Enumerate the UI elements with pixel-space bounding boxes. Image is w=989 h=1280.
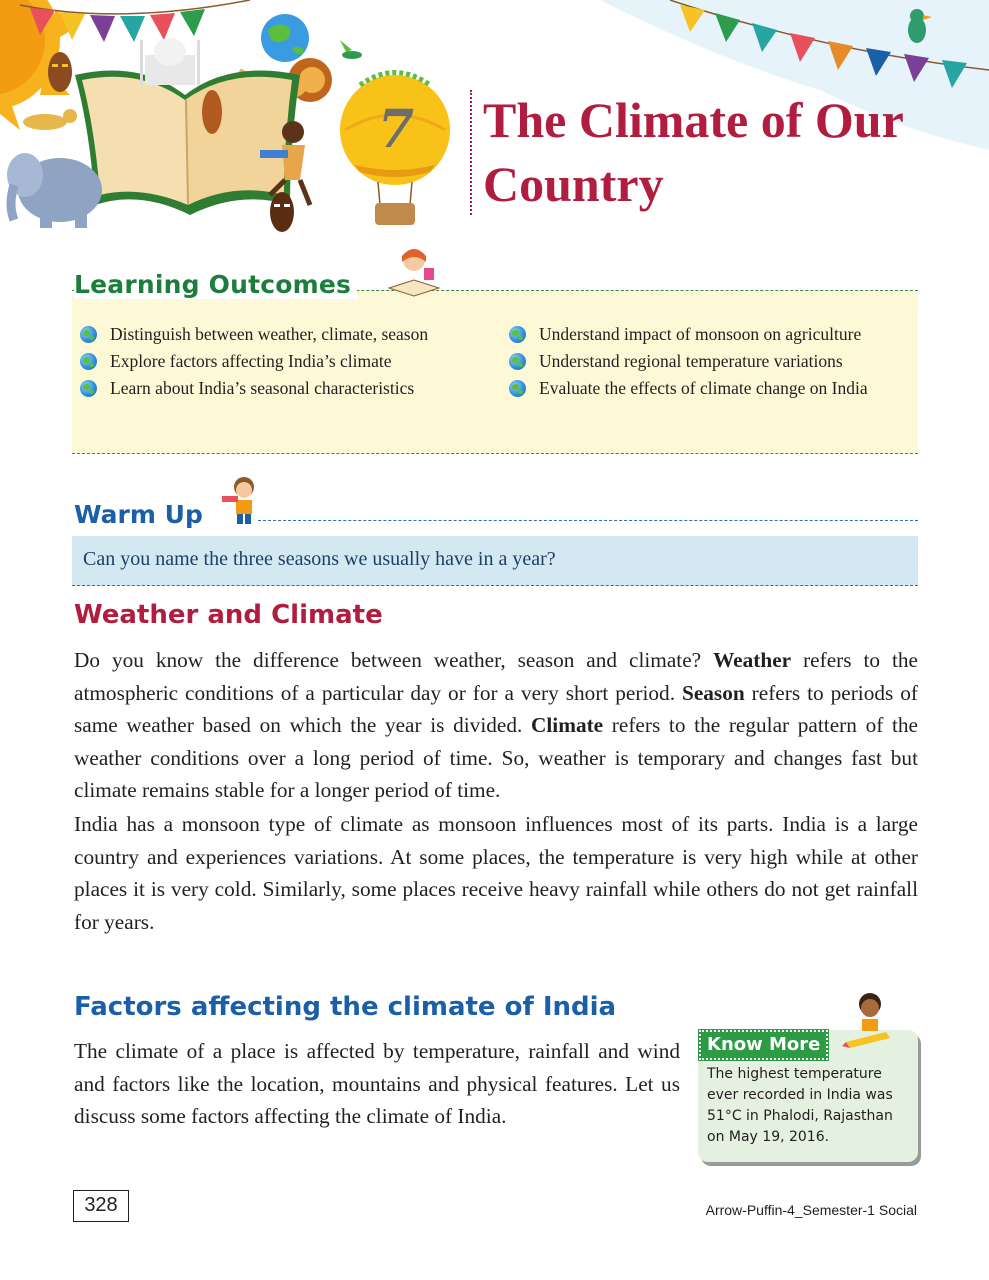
globe-bullet-icon bbox=[509, 326, 526, 343]
chapter-number: 7 bbox=[377, 99, 415, 160]
open-book-icon bbox=[75, 71, 300, 216]
globe-bullet-icon bbox=[80, 380, 97, 397]
paragraph-india-monsoon: India has a monsoon type of climate as monsoon influences most of its parts. India is a large country and experiences variations. At some places, the temperature is very high while at other places it is very cold. Similarly, some places receive heavy rainfall while others do not get rainfall for years. bbox=[74, 812, 918, 934]
learning-outcomes-right-list bbox=[505, 323, 915, 404]
elephant-icon bbox=[7, 153, 102, 228]
warm-up-heading: Warm Up bbox=[74, 500, 207, 529]
globe-icon bbox=[261, 14, 309, 62]
learning-outcomes-heading: Learning Outcomes bbox=[74, 270, 357, 299]
know-more-text: The highest temperature ever recorded in India was 51°C in Phalodi, Rajasthan on May 19, 2016. bbox=[707, 1066, 893, 1145]
girl-reading-icon bbox=[384, 244, 444, 300]
page-number: 328 bbox=[73, 1190, 129, 1222]
cheetah-icon bbox=[23, 109, 77, 130]
section-heading-factors: Factors affecting the climate of India bbox=[74, 992, 617, 1022]
list-item: Distinguish between weather, climate, season bbox=[76, 323, 486, 346]
know-more-label: Know More bbox=[699, 1030, 828, 1060]
tribal-mask-icon-2 bbox=[270, 192, 294, 232]
book-footer: Arrow-Puffin-4_Semester-1 Social bbox=[705, 1202, 917, 1218]
globe-bullet-icon bbox=[80, 326, 97, 343]
boy-on-pencil-icon bbox=[840, 992, 896, 1052]
taj-mahal-icon bbox=[140, 38, 200, 85]
list-item: Evaluate the effects of climate change on India bbox=[505, 377, 915, 400]
warm-up-divider bbox=[258, 520, 918, 521]
warm-up-question: Can you name the three seasons we usually have in a year? bbox=[83, 548, 556, 570]
drum-icon bbox=[202, 90, 222, 134]
tribal-mask-icon bbox=[48, 52, 72, 92]
globe-bullet-icon bbox=[509, 353, 526, 370]
chapter-title: The Climate of Our Country bbox=[483, 92, 903, 212]
paragraph-weather-definitions: Do you know the difference between weather, season and climate? Weather refers to the atmospheric conditions of a particular day or for a very short period. Season refers to periods of same weather based on which the year is divided. Climate refers to the regular pattern of the weather conditions over a long period of time. So, weather is temporary and changes fast but climate remains stable for a longer period of time. bbox=[74, 648, 918, 802]
boy-with-pencil-icon bbox=[218, 474, 262, 526]
globe-bullet-icon bbox=[509, 380, 526, 397]
list-item: Understand regional temperature variations bbox=[505, 350, 915, 373]
globe-bullet-icon bbox=[80, 353, 97, 370]
paragraph-factors: The climate of a place is affected by temperature, rainfall and wind and factors like the location, mountains and physical features. Let us discuss some factors affecting the climate of India. bbox=[74, 1039, 680, 1128]
section-heading-weather-climate: Weather and Climate bbox=[74, 600, 383, 630]
learning-outcomes-left-list bbox=[76, 323, 486, 404]
list-item: Learn about India’s seasonal characteristics bbox=[76, 377, 486, 400]
title-divider bbox=[470, 90, 472, 215]
hummingbird-icon bbox=[340, 40, 362, 59]
list-item: Understand impact of monsoon on agriculture bbox=[505, 323, 915, 346]
list-item: Explore factors affecting India’s climate bbox=[76, 350, 486, 373]
